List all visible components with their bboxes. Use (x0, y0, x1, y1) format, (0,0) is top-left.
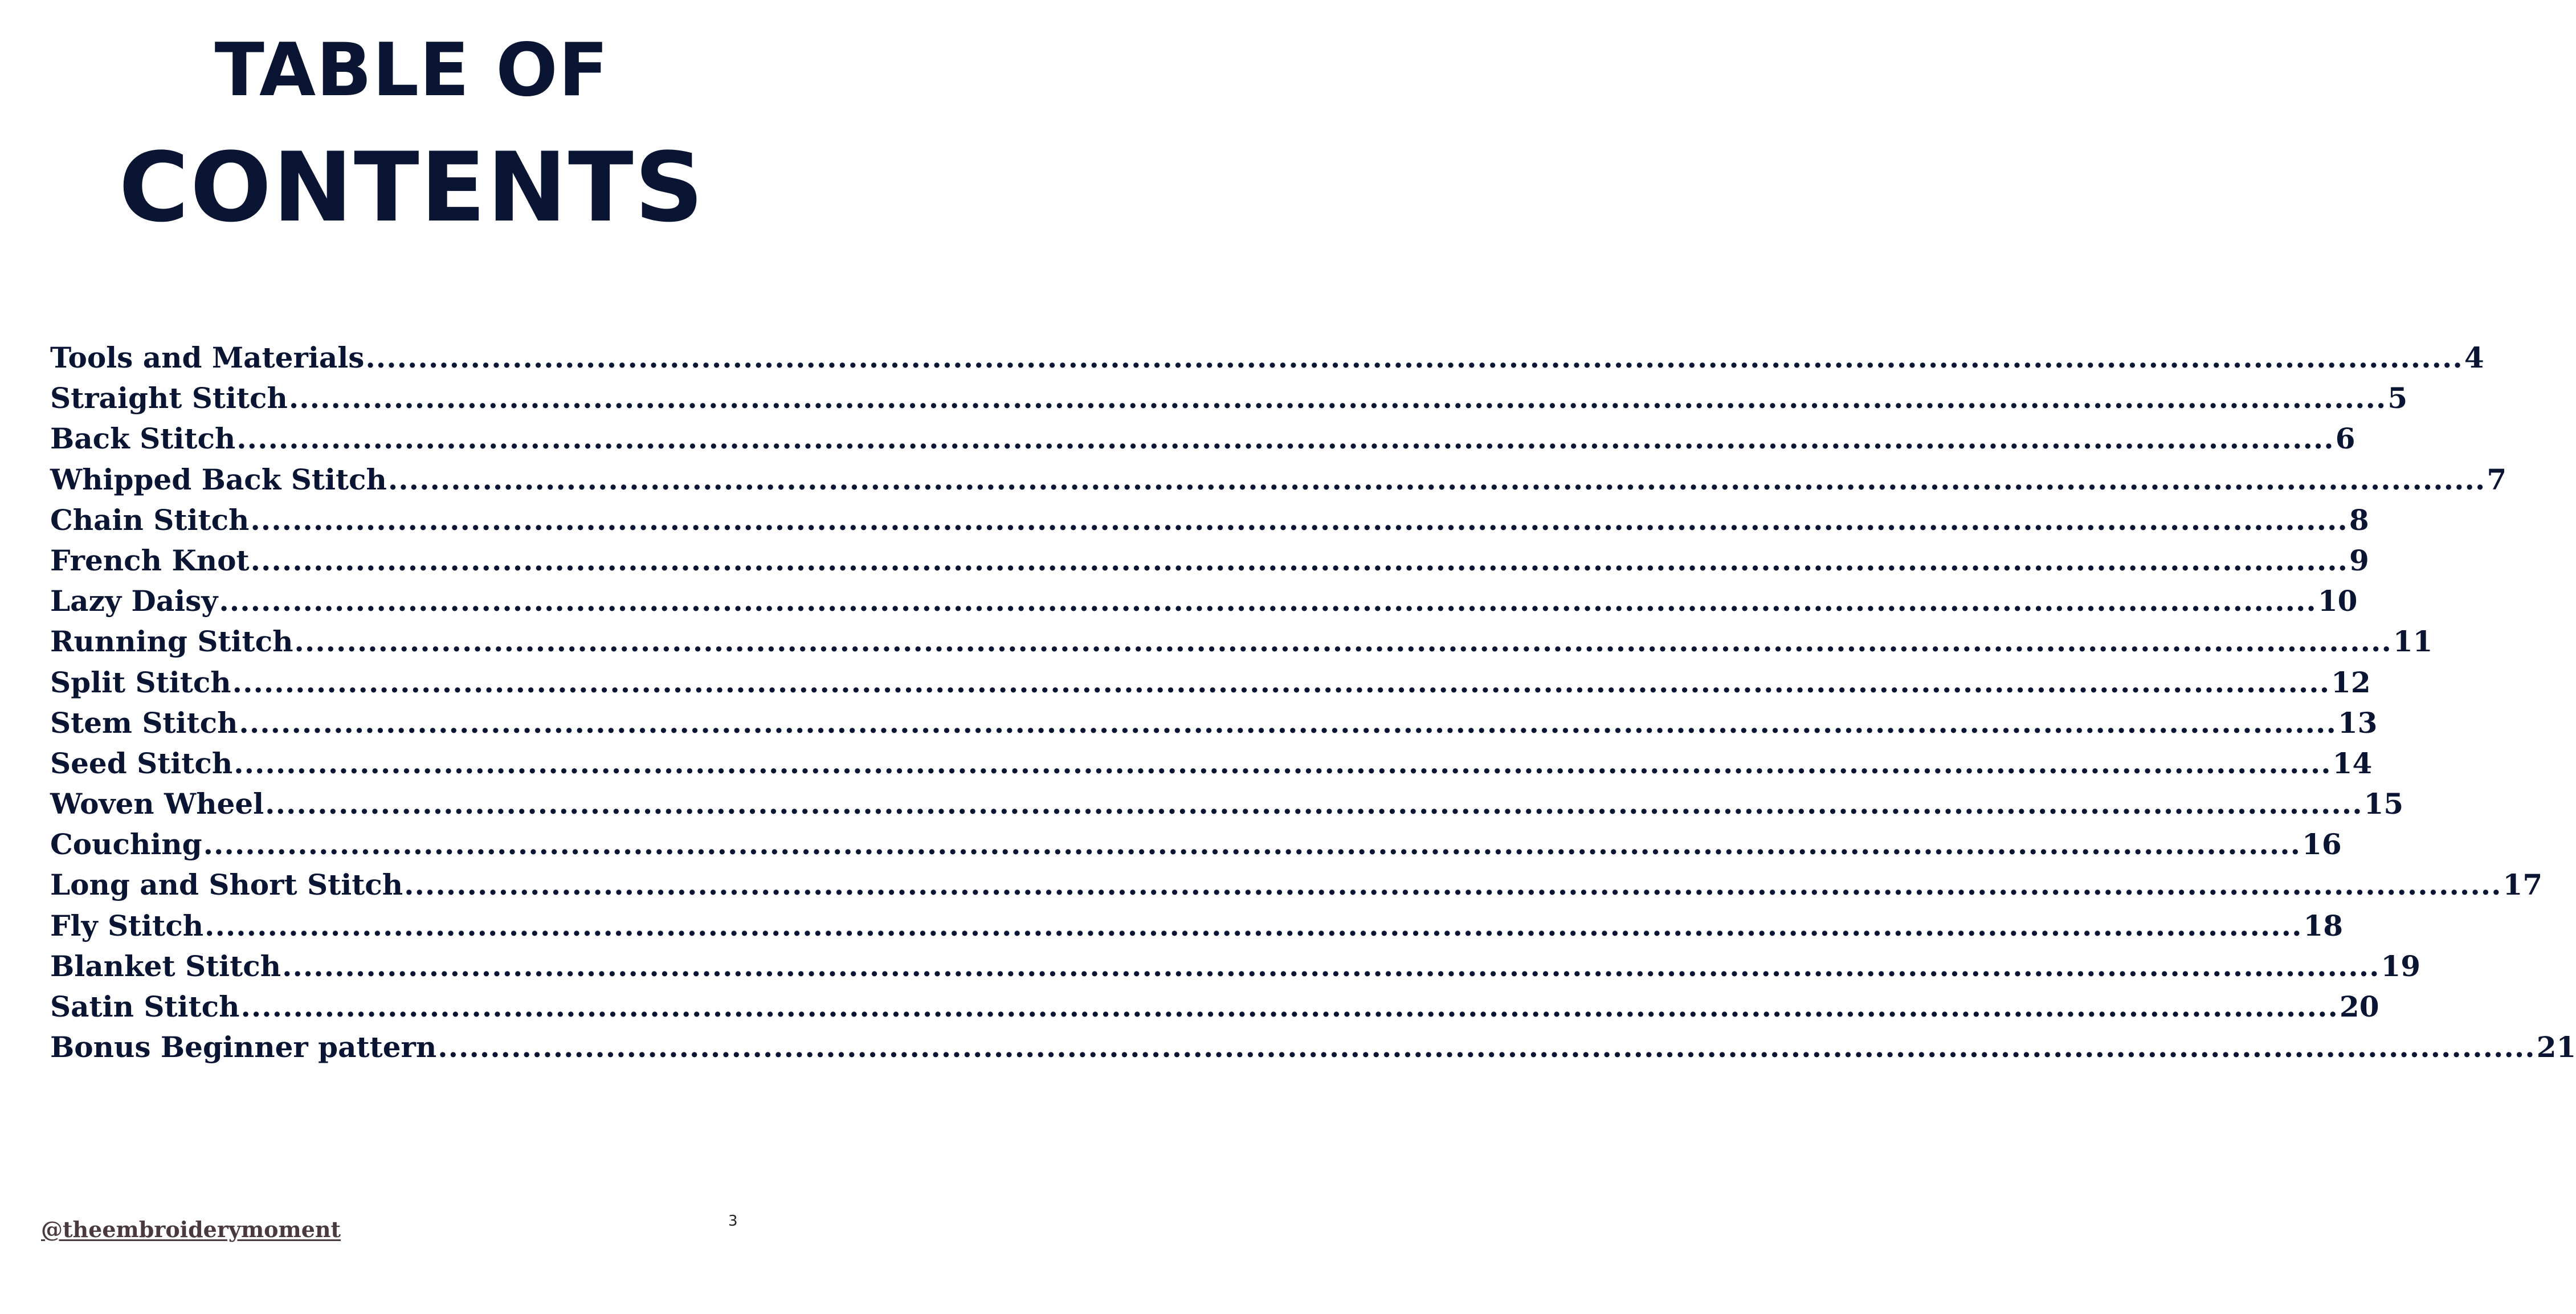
dot-leader: ........................................................................................................................................................................................................ (387, 462, 2486, 496)
toc-entry-page: 21 (2536, 1030, 2576, 1064)
toc-entry-french-knot[interactable] (50, 543, 2369, 584)
dot-leader: ........................................................................................................................................................................................................ (265, 787, 2363, 821)
toc-entry-page: 14 (2332, 746, 2373, 780)
toc-entry-lazy-daisy[interactable] (50, 584, 2358, 625)
toc-entry-page: 9 (2349, 543, 2369, 577)
toc-entry-label: Running Stitch (50, 625, 293, 659)
toc-entry-label: Lazy Daisy (50, 584, 218, 618)
toc-entry-stem-stitch[interactable] (50, 705, 2378, 746)
dot-leader: ........................................................................................................................................................................................................ (365, 341, 2463, 374)
toc-entry-long-and-short-stitch[interactable] (50, 868, 2543, 908)
dot-leader: ........................................................................................................................................................................................................ (219, 584, 2317, 618)
toc-entry-label: Couching (50, 827, 202, 862)
toc-entry-page: 10 (2317, 584, 2358, 618)
toc-entry-label: Satin Stitch (50, 990, 240, 1023)
toc-entry-couching[interactable] (50, 827, 2342, 868)
social-handle-link[interactable]: @theembroiderymoment (41, 1217, 341, 1242)
toc-entry-label: Whipped Back Stitch (50, 462, 387, 496)
toc-entry-fly-stitch[interactable] (50, 908, 2344, 949)
toc-entry-straight-stitch[interactable] (50, 381, 2408, 422)
toc-entry-blanket-stitch[interactable] (50, 949, 2421, 990)
dot-leader: ........................................................................................................................................................................................................ (205, 908, 2303, 942)
toc-entry-page: 6 (2335, 422, 2355, 456)
toc-entry-label: Straight Stitch (50, 381, 288, 415)
dot-leader: ........................................................................................................................................................................................................ (404, 868, 2502, 902)
dot-leader: ........................................................................................................................................................................................................ (250, 503, 2348, 537)
toc-entry-page: 16 (2302, 827, 2342, 862)
toc-entry-label: Tools and Materials (50, 341, 365, 374)
toc-entry-label: Fly Stitch (50, 908, 204, 942)
toc-entry-label: French Knot (50, 543, 250, 577)
toc-entry-page: 5 (2387, 381, 2408, 415)
toc-entry-woven-wheel[interactable] (50, 787, 2404, 827)
toc-entry-page: 13 (2337, 705, 2378, 740)
toc-entry-page: 15 (2363, 787, 2404, 821)
toc-entry-label: Chain Stitch (50, 503, 250, 537)
dot-leader: ........................................................................................................................................................................................................ (240, 990, 2338, 1023)
dot-leader: ........................................................................................................................................................................................................ (282, 949, 2380, 983)
page-title-line-2: CONTENTS (119, 132, 705, 243)
toc-entry-label: Seed Stitch (50, 746, 233, 780)
toc-entry-label: Long and Short Stitch (50, 868, 403, 902)
toc-entry-split-stitch[interactable] (50, 665, 2371, 706)
toc-entry-page: 17 (2502, 868, 2543, 902)
dot-leader: ........................................................................................................................................................................................................ (232, 665, 2330, 699)
toc-entry-page: 7 (2487, 462, 2507, 496)
toc-entry-tools-and-materials[interactable] (50, 341, 2484, 381)
toc-entry-chain-stitch[interactable] (50, 503, 2369, 544)
toc-entry-running-stitch[interactable] (50, 625, 2433, 665)
toc-entry-seed-stitch[interactable] (50, 746, 2373, 787)
toc-entry-label: Back Stitch (50, 422, 236, 456)
toc-entry-page: 18 (2303, 908, 2344, 942)
dot-leader: ........................................................................................................................................................................................................ (288, 381, 2387, 415)
toc-entry-label: Woven Wheel (50, 787, 264, 821)
toc-entry-page: 20 (2339, 990, 2379, 1023)
table-of-contents (50, 341, 2576, 1071)
page-title-line-1: TABLE OF (214, 28, 609, 113)
dot-leader: ........................................................................................................................................................................................................ (236, 422, 2334, 456)
toc-entry-page: 19 (2381, 949, 2421, 983)
dot-leader: ........................................................................................................................................................................................................ (203, 827, 2301, 862)
page-number: 3 (728, 1213, 738, 1230)
toc-entry-label: Split Stitch (50, 665, 231, 699)
toc-entry-label: Bonus Beginner pattern (50, 1030, 437, 1064)
dot-leader: ........................................................................................................................................................................................................ (234, 746, 2332, 780)
toc-entry-label: Blanket Stitch (50, 949, 281, 983)
dot-leader: ........................................................................................................................................................................................................ (438, 1030, 2536, 1064)
toc-entry-page: 8 (2349, 503, 2369, 537)
dot-leader: ........................................................................................................................................................................................................ (294, 625, 2392, 659)
toc-entry-back-stitch[interactable] (50, 422, 2355, 462)
toc-entry-page: 4 (2464, 341, 2484, 374)
toc-entry-page: 11 (2393, 625, 2433, 659)
toc-entry-whipped-back-stitch[interactable] (50, 462, 2507, 503)
dot-leader: ........................................................................................................................................................................................................ (250, 543, 2349, 577)
toc-entry-page: 12 (2331, 665, 2371, 699)
toc-entry-label: Stem Stitch (50, 705, 238, 740)
dot-leader: ........................................................................................................................................................................................................ (239, 705, 2337, 740)
toc-entry-satin-stitch[interactable] (50, 990, 2379, 1030)
toc-entry-bonus-beginner-pattern[interactable] (50, 1030, 2576, 1071)
